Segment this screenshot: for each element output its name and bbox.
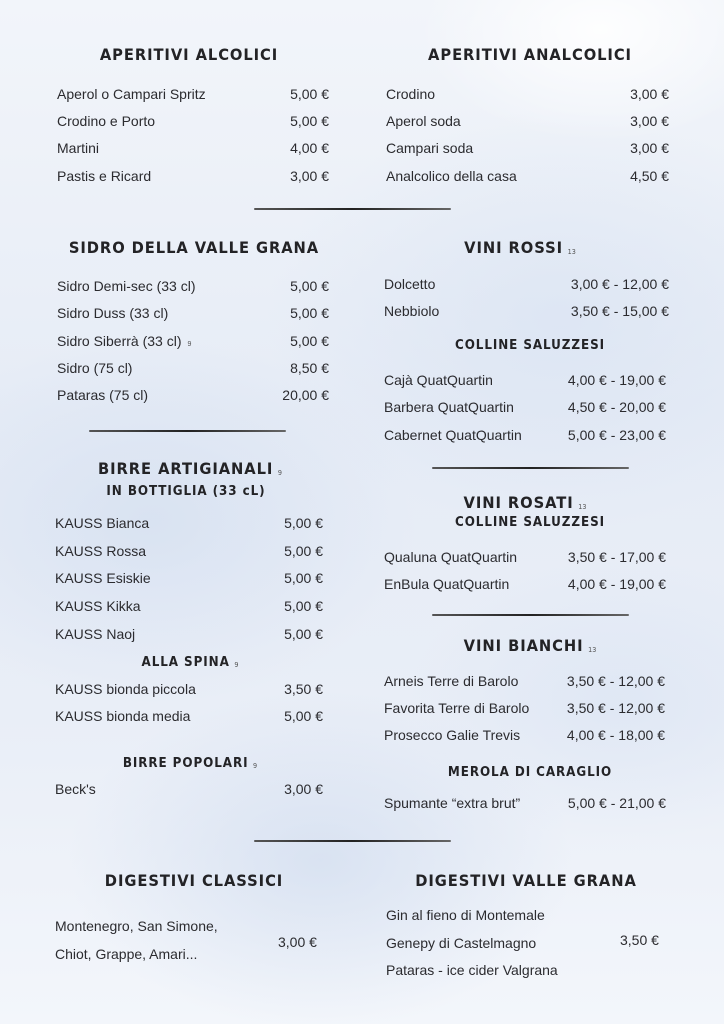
menu-item (57, 138, 329, 158)
item-price: 5,00 € (290, 333, 329, 349)
item-name-line: Pataras - ice cider Valgrana (386, 962, 558, 978)
menu-item (384, 671, 665, 691)
menu-item (384, 793, 666, 813)
item-price: 3,00 € (284, 781, 323, 797)
allergen-note: 9 (253, 762, 258, 770)
section-subtitle-colline-saluzzesi: COLLINE SALUZZESI (455, 338, 605, 353)
item-price: 4,00 € - 19,00 € (567, 372, 666, 388)
menu-item (57, 303, 329, 323)
item-price: 3,00 € - 12,00 € (570, 276, 669, 292)
item-name: Sidro Siberrà (33 cl) (57, 333, 182, 349)
item-name-line: Chiot, Grappe, Amari... (55, 946, 198, 962)
section-title-aperitivi-analcolici: APERITIVI ANALCOLICI (428, 45, 632, 64)
item-name: Cajà QuatQuartin (384, 372, 493, 388)
menu-item (55, 706, 323, 726)
item-price: 8,50 € (290, 360, 329, 376)
item-name: Crodino e Porto (57, 113, 156, 129)
menu-item (57, 385, 329, 405)
section-title-digestivi-classici: DIGESTIVI CLASSICI (104, 871, 284, 890)
item-name: Campari soda (386, 140, 474, 156)
item-name: Sidro (75 cl) (57, 360, 133, 376)
item-name: KAUSS bionda piccola (55, 681, 196, 697)
item-name: Martini (57, 140, 100, 156)
menu-item (384, 397, 666, 417)
item-name-line: Genepy di Castelmagno (386, 935, 537, 951)
menu-item (55, 779, 323, 799)
divider (89, 430, 286, 432)
item-name: Prosecco Galie Trevis (384, 727, 521, 743)
allergen-note: 9 (277, 469, 282, 477)
item-price: 5,00 € - 21,00 € (567, 795, 666, 811)
item-name: EnBula QuatQuartin (384, 576, 510, 592)
menu-item (57, 166, 329, 186)
item-price: 5,00 € (290, 278, 329, 294)
menu-item (386, 138, 669, 158)
menu-item (384, 698, 665, 718)
section-subtitle-merola-di-caraglio: MEROLA DI CARAGLIO (447, 765, 613, 780)
section-subtitle-colline-saluzzesi: COLLINE SALUZZESI (455, 515, 605, 530)
item-price: 3,50 € - 17,00 € (567, 549, 666, 565)
allergen-note: 13 (567, 248, 576, 256)
item-price: 5,00 € (284, 515, 323, 531)
item-price: 3,00 € (278, 934, 317, 950)
menu-item (384, 725, 665, 745)
section-title-sidro: SIDRO DELLA VALLE GRANA (68, 238, 320, 257)
divider (254, 840, 451, 842)
allergen-note: 9 (187, 341, 192, 348)
divider (432, 467, 629, 469)
menu-item (55, 568, 323, 588)
item-name: Analcolico della casa (386, 168, 517, 184)
item-name: KAUSS Kikka (55, 598, 141, 614)
item-price: 5,00 € (284, 543, 323, 559)
section-title-birre-artigianali: BIRRE ARTIGIANALI 9 (98, 459, 282, 478)
item-price: 3,00 € (290, 168, 329, 184)
item-name: KAUSS Rossa (55, 543, 147, 559)
menu-item (57, 111, 329, 131)
section-title-vini-rosati: VINI ROSATI 13 (463, 493, 587, 512)
item-price: 5,00 € (284, 708, 323, 724)
menu-item (55, 541, 323, 561)
menu-item (55, 624, 323, 644)
item-name: Beck's (55, 781, 96, 797)
item-name: Spumante “extra brut” (384, 795, 521, 811)
item-name: Sidro Demi-sec (33 cl) (57, 278, 196, 294)
item-price: 3,50 € - 12,00 € (566, 673, 665, 689)
item-name: KAUSS Naoj (55, 626, 136, 642)
allergen-note: 9 (234, 661, 239, 669)
item-price: 3,50 € - 15,00 € (570, 303, 669, 319)
item-name: Qualuna QuatQuartin (384, 549, 518, 565)
item-price: 3,00 € (630, 86, 669, 102)
item-name: KAUSS Esiskie (55, 570, 151, 586)
item-price: 4,00 € - 19,00 € (567, 576, 666, 592)
item-price: 5,00 € (284, 626, 323, 642)
item-name: Aperol o Campari Spritz (57, 86, 206, 102)
menu-item (57, 84, 329, 104)
item-name: Crodino (386, 86, 436, 102)
item-name: Dolcetto (384, 276, 436, 292)
item-price: 4,00 € - 18,00 € (566, 727, 665, 743)
item-price: 5,00 € (284, 598, 323, 614)
menu-item (386, 111, 669, 131)
item-price: 5,00 € (290, 305, 329, 321)
item-price: 3,50 € (620, 932, 659, 948)
allergen-note: 13 (588, 646, 597, 654)
item-price: 3,50 € - 12,00 € (566, 700, 665, 716)
item-name: Arneis Terre di Barolo (384, 673, 519, 689)
item-name: Nebbiolo (384, 303, 440, 319)
section-title-alla-spina: ALLA SPINA 9 (141, 655, 239, 670)
allergen-note: 13 (578, 503, 587, 511)
menu-item (384, 301, 669, 321)
item-price: 5,00 € (290, 86, 329, 102)
item-price: 3,50 € (284, 681, 323, 697)
section-title-vini-rossi: VINI ROSSI 13 (464, 238, 576, 257)
item-name: Barbera QuatQuartin (384, 399, 514, 415)
divider (254, 208, 451, 210)
item-name: Pataras (75 cl) (57, 387, 149, 403)
menu-item (384, 574, 666, 594)
item-name-line: Montenegro, San Simone, (55, 918, 218, 934)
item-name: Favorita Terre di Barolo (384, 700, 530, 716)
menu-item (57, 331, 329, 351)
section-title-vini-bianchi: VINI BIANCHI 13 (463, 636, 597, 655)
item-price: 4,50 € - 20,00 € (567, 399, 666, 415)
item-name: Sidro Duss (33 cl) (57, 305, 169, 321)
menu-item (55, 596, 323, 616)
section-title-digestivi-valle-grana: DIGESTIVI VALLE GRANA (415, 871, 637, 890)
section-subtitle-in-bottiglia: IN BOTTIGLIA (33 cL) (106, 484, 266, 499)
item-price: 5,00 € - 23,00 € (567, 427, 666, 443)
divider (432, 614, 629, 616)
item-name: Aperol soda (386, 113, 461, 129)
menu-item (384, 425, 666, 445)
item-price: 3,00 € (630, 140, 669, 156)
menu-item (57, 276, 329, 296)
menu-item (55, 679, 323, 699)
item-name: KAUSS bionda media (55, 708, 191, 724)
item-price: 3,00 € (630, 113, 669, 129)
item-price: 4,00 € (290, 140, 329, 156)
menu-item (386, 166, 669, 186)
item-price: 5,00 € (290, 113, 329, 129)
item-price: 20,00 € (282, 387, 329, 403)
item-name: Pastis e Ricard (57, 168, 152, 184)
item-price: 5,00 € (284, 570, 323, 586)
menu-item (384, 274, 669, 294)
menu-item (384, 547, 666, 567)
menu-item (57, 358, 329, 378)
item-price: 4,50 € (630, 168, 669, 184)
menu-item (384, 370, 666, 390)
menu-item (386, 84, 669, 104)
item-name: KAUSS Bianca (55, 515, 150, 531)
item-name-line: Gin al fieno di Montemale (386, 907, 545, 923)
item-name: Cabernet QuatQuartin (384, 427, 522, 443)
section-title-birre-popolari: BIRRE POPOLARI 9 (122, 756, 258, 771)
section-title-aperitivi-alcolici: APERITIVI ALCOLICI (99, 45, 279, 64)
menu-item (55, 513, 323, 533)
